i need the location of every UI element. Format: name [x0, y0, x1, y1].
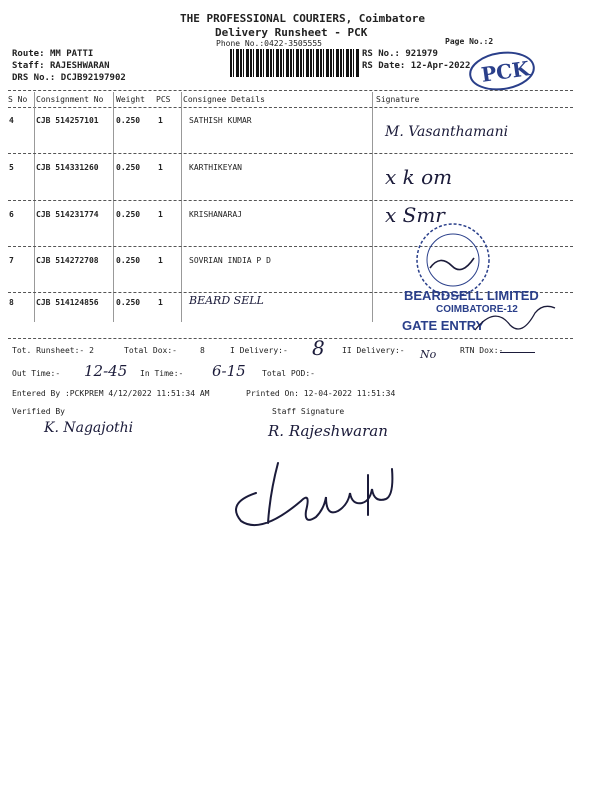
staff-signature: R. Rajeshwaran — [268, 422, 388, 440]
entered-by: Entered By :PCKPREM 4/12/2022 11:51:34 AM — [12, 389, 210, 398]
row-consignment: CJB 514231774 — [36, 210, 99, 219]
pck-stamp — [467, 50, 537, 92]
row-weight: 0.250 — [116, 210, 141, 219]
row-sno: 8 — [9, 298, 14, 307]
gate-stamp-line3: GATE ENTRY — [402, 318, 485, 333]
row-pcs: 1 — [158, 210, 163, 219]
rs-no-row — [362, 49, 438, 59]
row-weight: 0.250 — [116, 116, 141, 125]
i-delivery-label: I Delivery:- — [230, 346, 288, 355]
rs-date-label: RS Date: — [362, 61, 406, 71]
col-divider — [34, 92, 35, 322]
row-consignee: SOVRIAN INDIA P D — [189, 256, 271, 265]
col-divider — [372, 92, 373, 322]
phone-number: Phone No.:0422-3505555 — [216, 39, 322, 48]
rs-date-row — [362, 61, 470, 71]
row-signature: M. Vasanthamani — [385, 124, 509, 140]
route-value: MM PATTI — [49, 49, 94, 59]
pck-stamp-text: PCK — [479, 56, 531, 87]
row-rule — [8, 153, 573, 154]
col-consignment: Consignment No — [36, 95, 104, 104]
drs-value: DCJB92197902 — [60, 73, 126, 83]
tot-runsheet-value: 2 — [89, 346, 94, 355]
row-pcs: 1 — [158, 298, 163, 307]
row-consignment: CJB 514331260 — [36, 163, 99, 172]
row-sno: 4 — [9, 116, 14, 125]
staff-label: Staff: — [12, 61, 45, 71]
row-consignee: KARTHIKEYAN — [189, 163, 242, 172]
staff-row — [12, 61, 110, 71]
rs-no-value: 921979 — [405, 49, 438, 59]
table-header — [8, 95, 573, 107]
row-sno: 7 — [9, 256, 14, 265]
company-name: THE PROFESSIONAL COURIERS, Coimbatore — [180, 12, 426, 25]
ii-delivery-label: II Delivery:- — [342, 346, 405, 355]
drs-label: DRS No.: — [12, 73, 56, 83]
gate-stamp-line2: COIMBATORE-12 — [436, 304, 518, 315]
row-pcs: 1 — [158, 256, 163, 265]
tot-runsheet-label: Tot. Runsheet:- — [12, 346, 85, 355]
rs-no-label: RS No.: — [362, 49, 400, 59]
row-pcs: 1 — [158, 116, 163, 125]
ii-delivery-value: No — [420, 348, 437, 361]
row-consignee: BEARD SELL — [189, 294, 264, 307]
verified-by-signature: K. Nagajothi — [44, 420, 134, 436]
out-time-value: 12-45 — [84, 362, 128, 380]
runsheet-title: Delivery Runsheet - PCK — [215, 26, 368, 39]
row-weight: 0.250 — [116, 163, 141, 172]
route-row — [12, 49, 93, 59]
col-pcs: PCS — [156, 95, 171, 104]
row-signature: x Smr — [385, 203, 445, 227]
total-pod-label: Total POD:- — [262, 369, 315, 378]
in-time-label: In Time:- — [140, 369, 184, 378]
staff-signature-label: Staff Signature — [272, 407, 345, 416]
rs-date-value: 12-Apr-2022 — [410, 61, 471, 71]
col-signature: Signature — [376, 95, 420, 104]
total-dox-value: 8 — [200, 346, 205, 355]
total-dox-label: Total Dox:- — [124, 346, 177, 355]
gate-stamp-line1: BEARDSELL LIMITED — [404, 288, 539, 303]
rtn-dox-dash — [500, 352, 535, 353]
col-divider — [181, 92, 182, 322]
table-bottom-rule — [8, 338, 573, 339]
gate-stamp-signature — [470, 300, 560, 340]
col-sno: S No — [8, 95, 28, 104]
drs-row — [12, 73, 126, 83]
row-consignment: CJB 514257101 — [36, 116, 99, 125]
route-label: Route: — [12, 49, 45, 59]
table-header-rule — [8, 107, 573, 108]
row-sno: 6 — [9, 210, 14, 219]
row-rule — [8, 200, 573, 201]
row-consignee: KRISHANARAJ — [189, 210, 242, 219]
row-consignment: CJB 514272708 — [36, 256, 99, 265]
staff-value: RAJESHWARAN — [49, 61, 110, 71]
col-consignee: Consignee Details — [183, 95, 265, 104]
table-top-rule — [8, 90, 573, 91]
rtn-dox-label: RTN Dox:- — [460, 346, 504, 355]
row-consignment: CJB 514124856 — [36, 298, 99, 307]
printed-on: Printed On: 12-04-2022 11:51:34 — [246, 389, 396, 398]
large-signature — [218, 455, 398, 535]
out-time-label: Out Time:- — [12, 369, 61, 378]
row-pcs: 1 — [158, 163, 163, 172]
in-time-value: 6-15 — [212, 362, 246, 380]
col-weight: Weight — [116, 95, 145, 104]
row-signature: x k om — [385, 165, 453, 189]
i-delivery-value: 8 — [312, 336, 325, 360]
barcode — [230, 49, 360, 77]
page-number: Page No.:2 — [445, 37, 494, 46]
col-divider — [113, 92, 114, 322]
row-sno: 5 — [9, 163, 14, 172]
totals-row — [12, 346, 94, 355]
row-weight: 0.250 — [116, 256, 141, 265]
verified-by-label: Verified By — [12, 407, 65, 416]
row-consignee: SATHISH KUMAR — [189, 116, 252, 125]
row-weight: 0.250 — [116, 298, 141, 307]
